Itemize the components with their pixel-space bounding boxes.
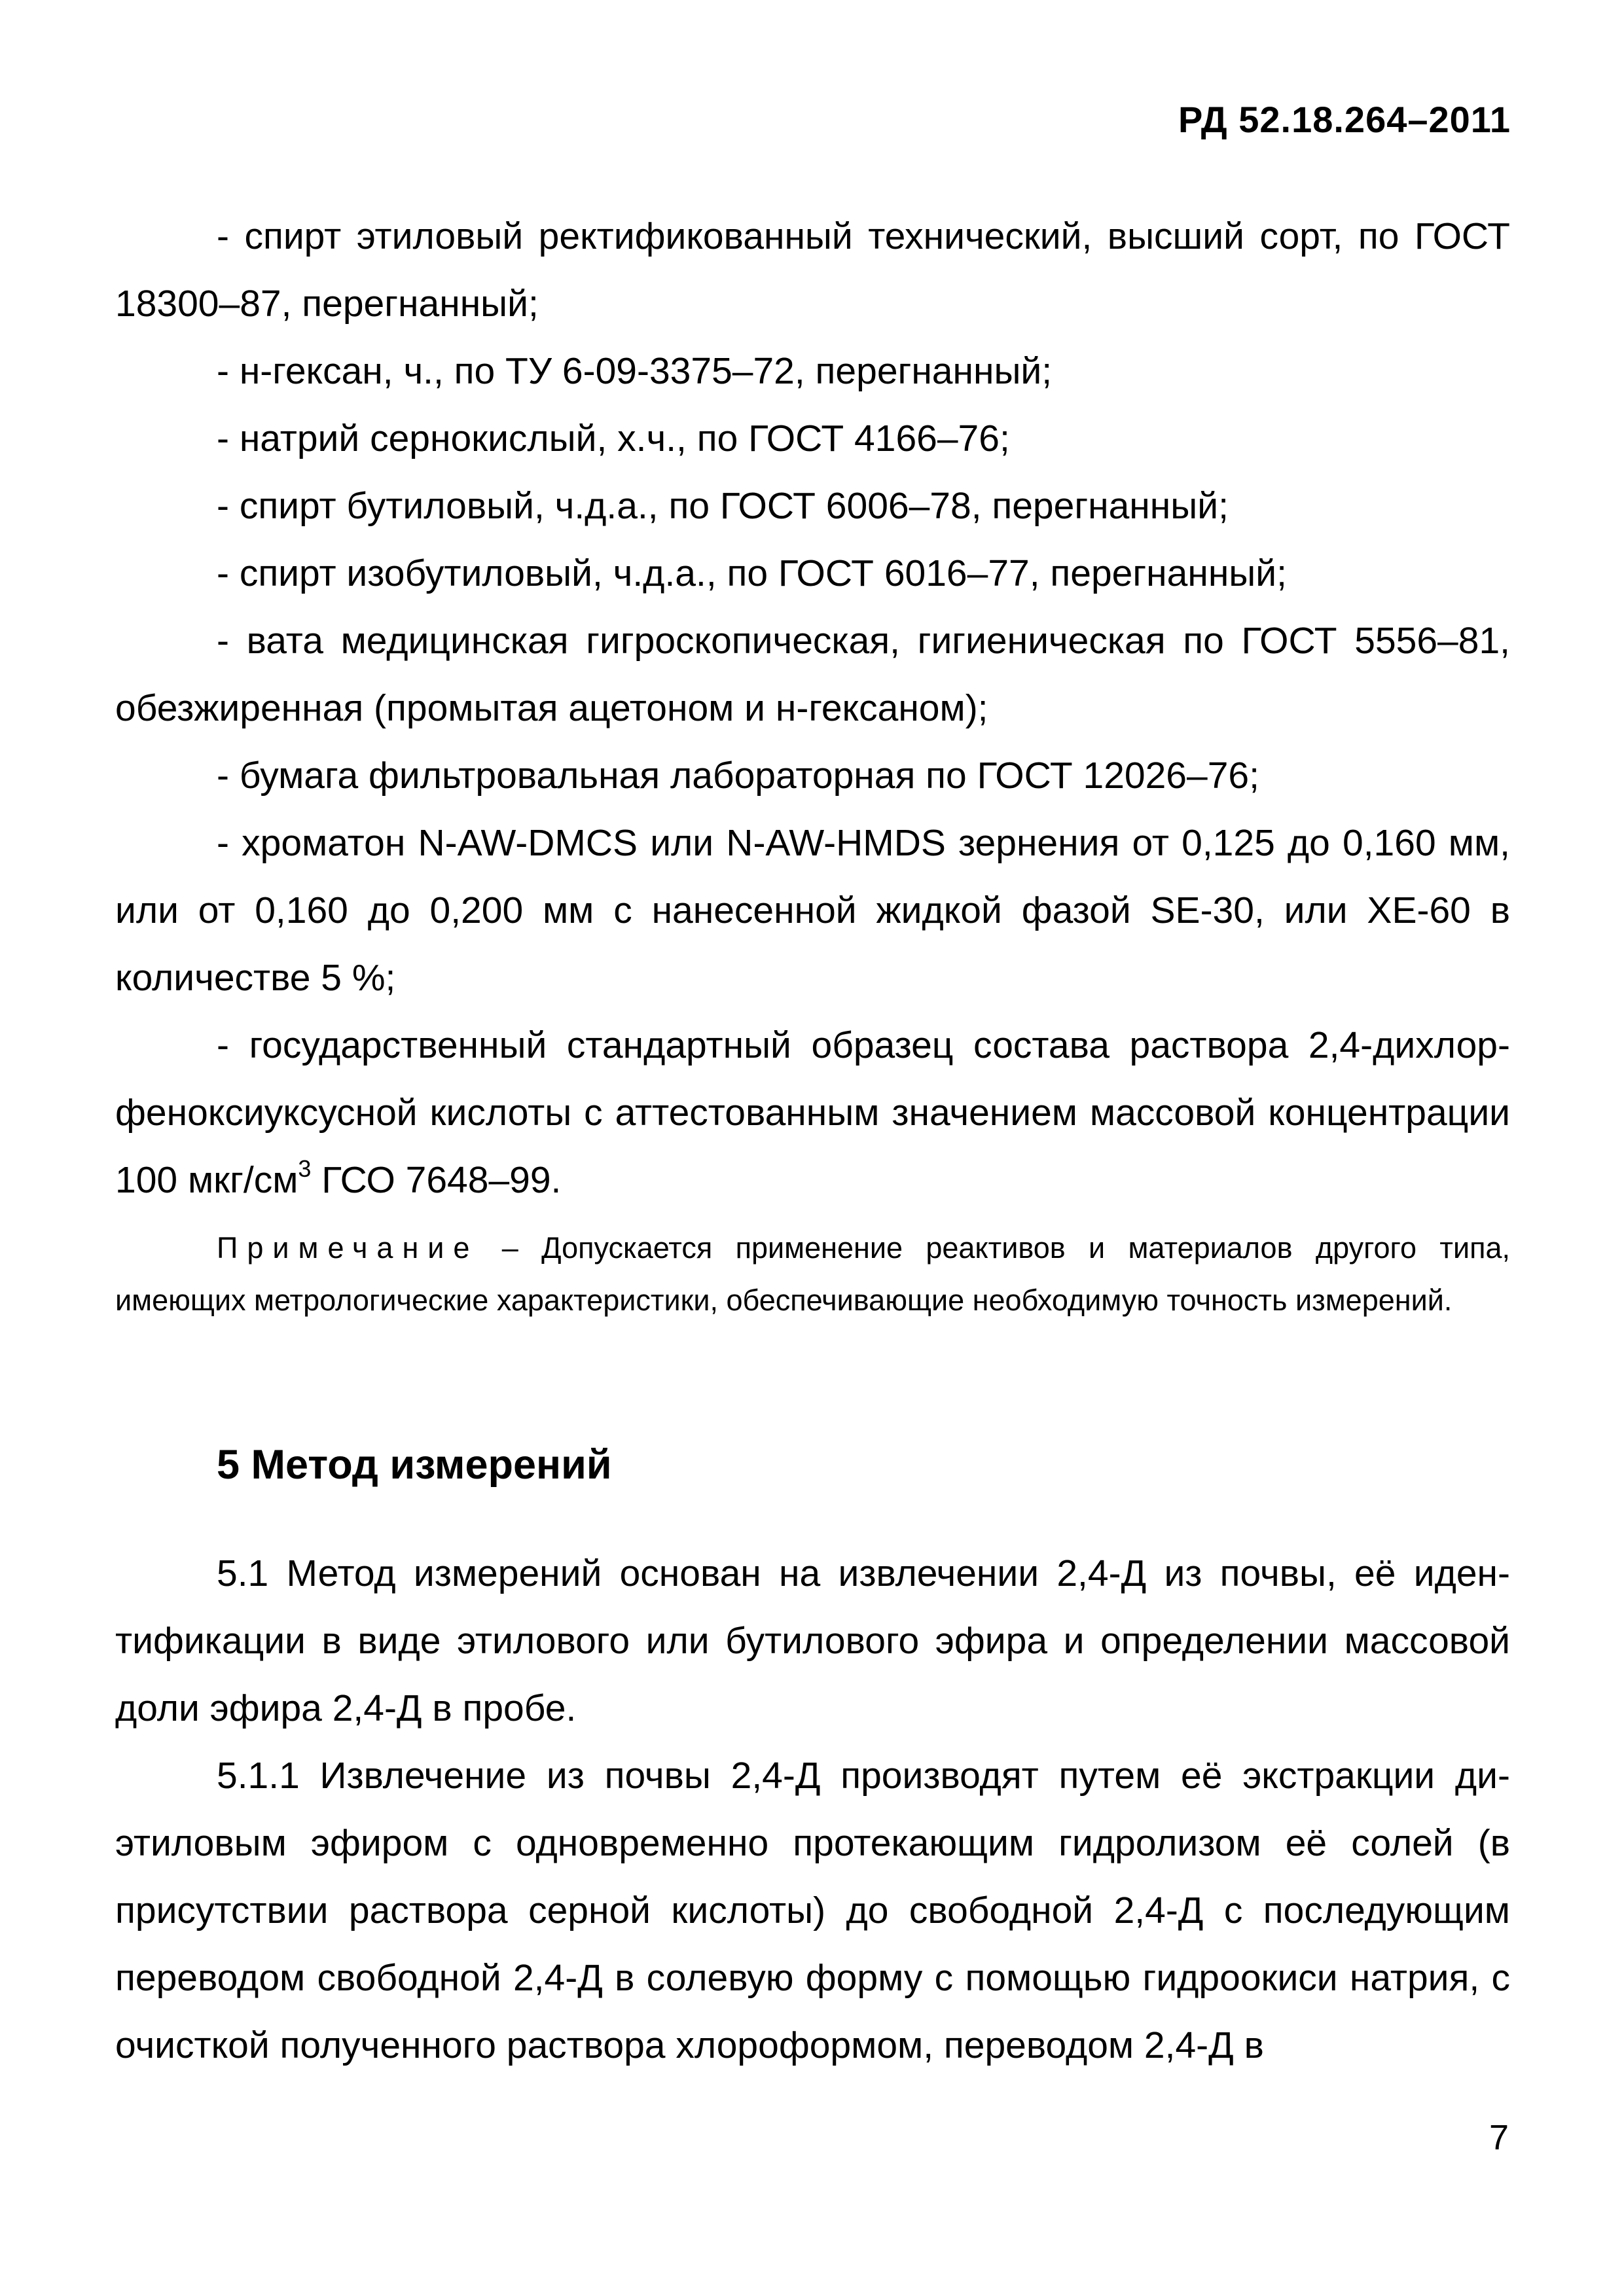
paragraph-5-1-1: 5.1.1 Извлечение из почвы 2,4-Д производят путем её экстракции диэтиловым эфиром с одновременно протекающим гидролизом её солей (в присутствии раствора серной кислоты) до свободной 2,4-Д с последующим переводом свободной 2,4-Д в солевую форму с помощью гидроокиси натрия, с очисткой полученного раствора хлороформом, переводом 2,4-Д в (115, 1755, 1510, 2066)
reagent-item-cotton-wool: - вата медицинская гигроскопическая, гигиеническая по ГОСТ 5556–81, обезжиренная (промытая ацетоном и н-гексаном); (115, 620, 1510, 729)
reagent-item-filter-paper: - бумага фильтровальная лабораторная по ГОСТ 12026–76; (217, 755, 1259, 797)
document-code-header: РД 52.18.264–2011 (1178, 99, 1511, 140)
cubic-superscript: 3 (298, 1155, 312, 1182)
page-body (115, 203, 1510, 2079)
paragraph-5-1: 5.1 Метод измерений основан на извлечении 2,4-Д из почвы, её идентификации в виде этилового или бутилового эфира и определении массовой доли эфира 2,4-Д в пробе. (115, 1552, 1510, 1729)
note-label: Примечание (217, 1231, 479, 1265)
reagent-item-chromaton: - хроматон N-AW-DMCS или N-AW-HMDS зернения от 0,125 до 0,160 мм, или от 0,160 до 0,200 мм с нанесенной жидкой фазой SE-30, или XE-60 в количестве 5 %; (115, 822, 1510, 999)
reagent-item-reference-sample (115, 1012, 1510, 1214)
section-title: 5 Метод измерений (217, 1442, 612, 1488)
reagent-item-ethanol: - спирт этиловый ректификованный технический, высший сорт, по ГОСТ 18300–87, перегнанный; (115, 215, 1510, 325)
reference-sample-code: ГСО 7648–99. (311, 1159, 562, 1201)
note-text: – Допускается применение реактивов и материалов другого типа, имеющих метрологические характеристики, обеспечивающие необходимую точность измерений. (115, 1231, 1510, 1317)
reagent-item-hexane: - н-гексан, ч., по ТУ 6-09-3375–72, перегнанный; (217, 350, 1053, 392)
page-number: 7 (1489, 2118, 1509, 2157)
reagent-item-isobutanol: - спирт изобутиловый, ч.д.а., по ГОСТ 6016–77, перегнанный; (217, 552, 1287, 594)
reagent-item-sodium-sulfate: - натрий сернокислый, х.ч., по ГОСТ 4166–76; (217, 418, 1010, 459)
reference-sample-text: - государственный стандартный образец состава раствора 2,4-дихлорфеноксиуксусной кислоты с аттестованным значением массовой концентрации 100 мкг/см (115, 1024, 1510, 1201)
reagent-item-butanol: - спирт бутиловый, ч.д.а., по ГОСТ 6006–78, перегнанный; (217, 485, 1229, 527)
note-paragraph (115, 1222, 1510, 1327)
